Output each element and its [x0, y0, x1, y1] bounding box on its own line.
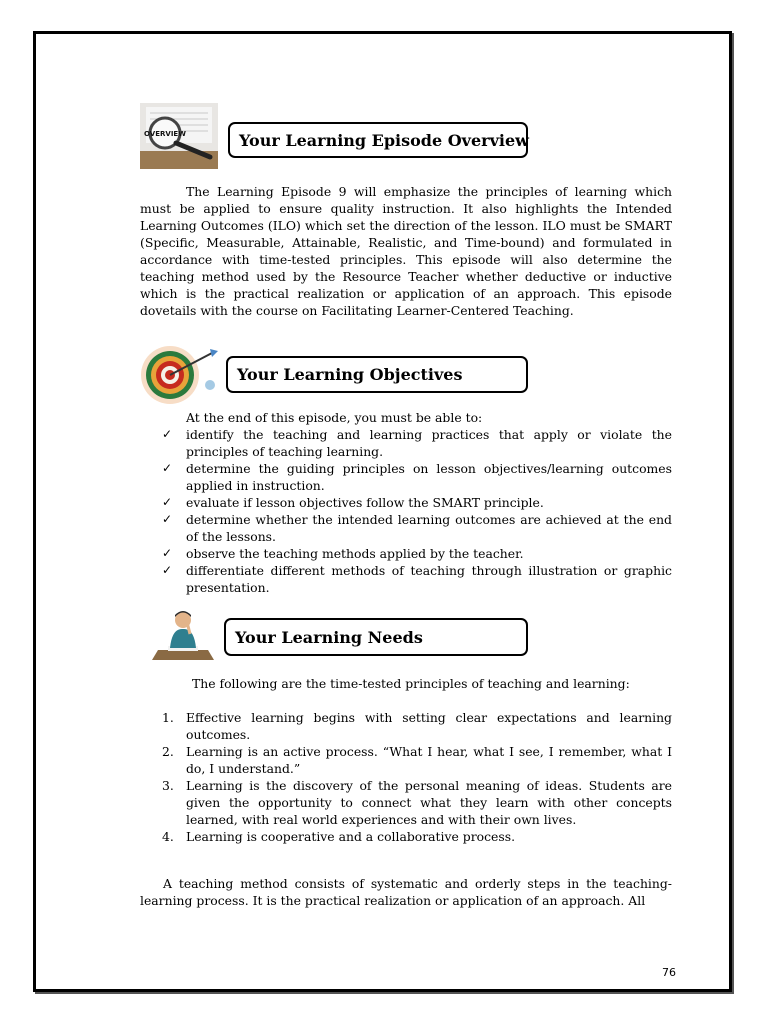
svg-text:OVERVIEW: OVERVIEW: [144, 130, 186, 138]
objectives-title-box: [226, 356, 528, 393]
objectives-title: Your Learning Objectives: [237, 365, 463, 384]
needs-intro: The following are the time-tested principles of teaching and learning:: [192, 676, 630, 691]
checkmark-icon: ✓: [162, 427, 173, 441]
checkmark-icon: ✓: [162, 563, 173, 577]
list-item: ✓ evaluate if lesson objectives follow the SMART principle.: [162, 495, 544, 510]
list-item: ✓ identify the teaching and learning practices that apply or violate the principles of teaching learning.: [162, 427, 672, 459]
overview-title: Your Learning Episode Overview: [239, 130, 529, 150]
target-icon: [140, 343, 220, 407]
objectives-intro: At the end of this episode, you must be able to:: [186, 410, 483, 425]
checkmark-icon: ✓: [162, 495, 173, 509]
needs-title-box: [224, 618, 528, 656]
magnifier-overview-icon: [140, 103, 218, 169]
overview-paragraph: The Learning Episode 9 will emphasize the principles of learning which must be applied to ensure quality instruction. It also highlights the Intended Learning Outcomes (ILO) which set the direction of the lesson. ILO must be SMART (Specific, Measurable, Attainable, Realistic, and Time-bound) and formulated in accordance with time-tested principles. This episode will also determine the teaching method used by the Resource Teacher whether deductive or inductive which is the practical realization or application of an approach. This episode dovetails with the course on Facilitating Learner-Centered Teaching.: [140, 184, 672, 318]
list-item: 2. Learning is an active process. “What I hear, what I see, I remember, what I do, I understand.”: [162, 744, 672, 776]
needs-title: Your Learning Needs: [235, 627, 423, 647]
list-item: 1. Effective learning begins with setting clear expectations and learning outcomes.: [162, 710, 672, 742]
list-item: ✓ determine the guiding principles on lesson objectives/learning outcomes applied in instruction.: [162, 461, 672, 493]
checkmark-icon: ✓: [162, 461, 173, 475]
list-item: 4. Learning is cooperative and a collaborative process.: [162, 829, 516, 844]
reading-student-icon: [150, 608, 216, 664]
page-number: 76: [662, 966, 676, 979]
checkmark-icon: ✓: [162, 512, 173, 526]
principles-list: [162, 709, 672, 845]
overview-title-box: [228, 122, 528, 158]
list-item: 3. Learning is the discovery of the personal meaning of ideas. Students are given the opportunity to connect what they learn with other concepts learned, with real world experiences and with their own lives.: [162, 778, 672, 827]
list-item: ✓ differentiate different methods of teaching through illustration or graphic presentation.: [162, 563, 672, 595]
teaching-method-paragraph: A teaching method consists of systematic and orderly steps in the teaching-learning process. It is the practical realization or application of an approach. All: [140, 876, 672, 908]
objectives-list: [162, 426, 672, 596]
list-item: ✓ determine whether the intended learning outcomes are achieved at the end of the lessons.: [162, 512, 672, 544]
checkmark-icon: ✓: [162, 546, 173, 560]
list-item: ✓ observe the teaching methods applied by the teacher.: [162, 546, 524, 561]
